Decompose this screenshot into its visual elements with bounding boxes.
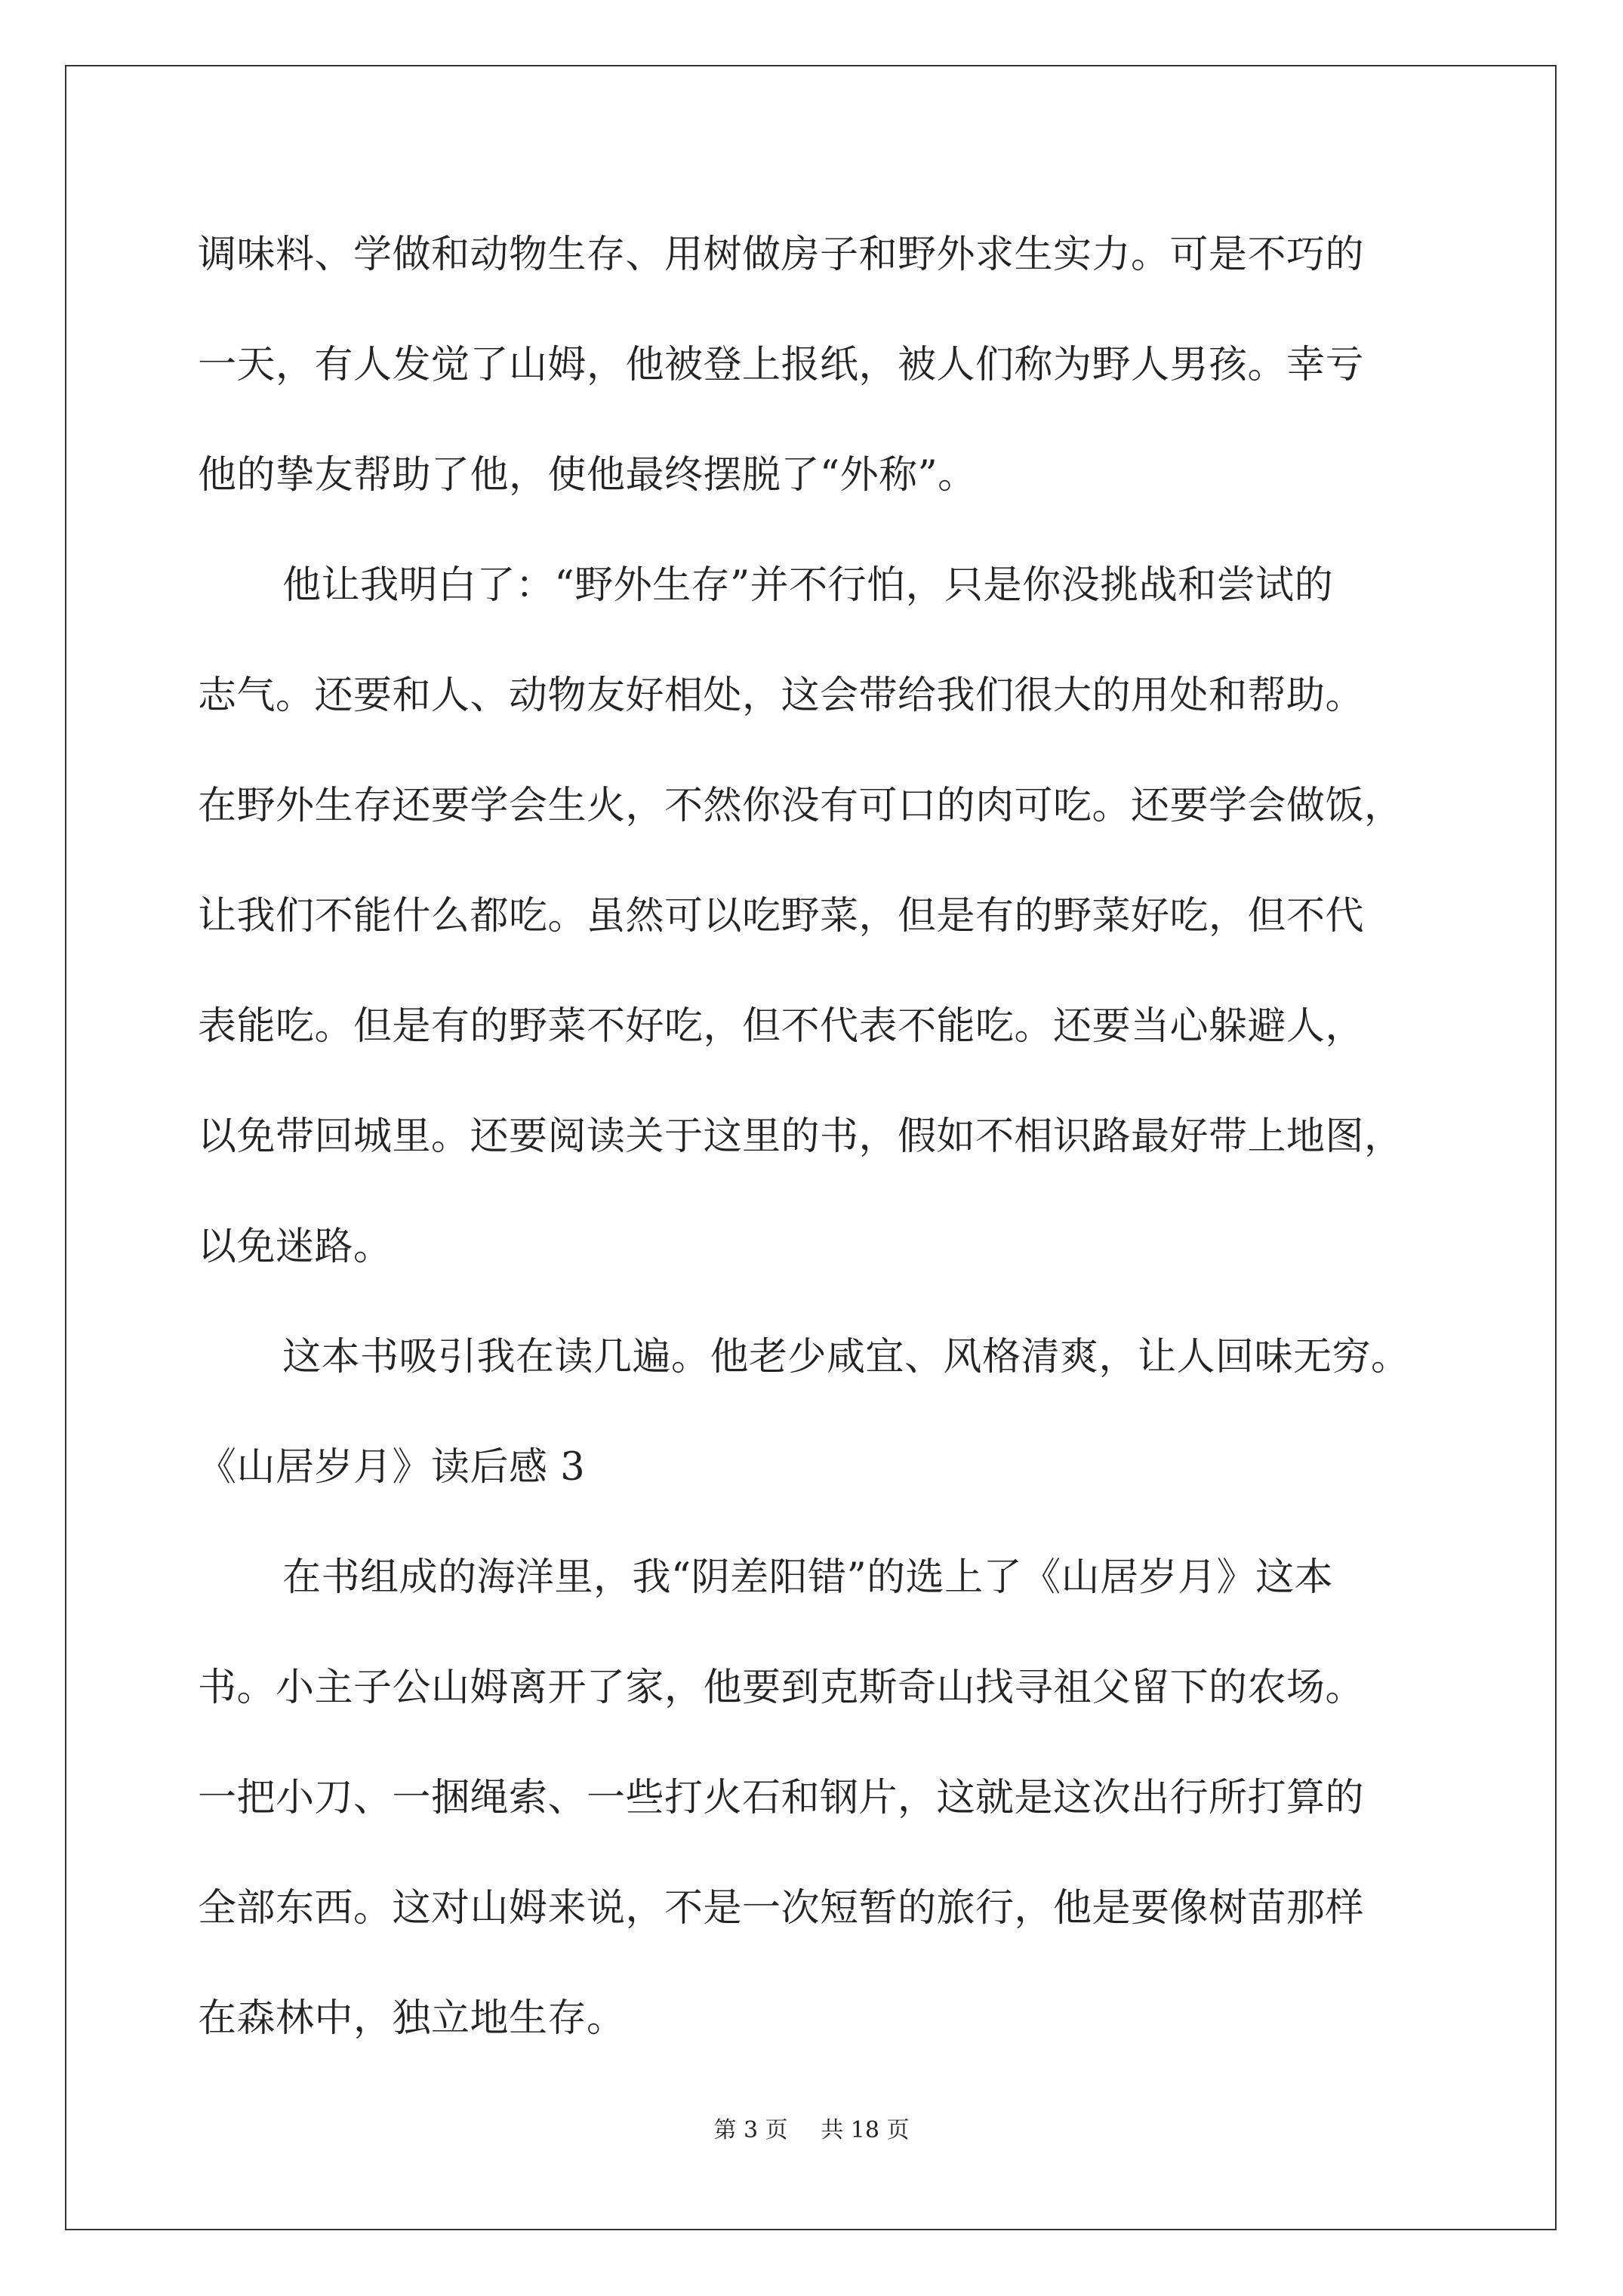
text-line: 他的挚友帮助了他，使他最终摆脱了“外称”。	[198, 453, 977, 498]
paragraph-first-line: 这本书吸引我在读几遍。他老少咸宜、风格清爽，让人回味无穷。	[282, 1335, 1410, 1379]
text-line: 书。小主子公山姆离开了家，他要到克斯奇山找寻祖父留下的农场。	[198, 1666, 1365, 1710]
text-line: 在野外生存还要学会生火，不然你没有可口的肉可吃。还要学会做饭，	[198, 784, 1403, 828]
text-line: 在森林中，独立地生存。	[198, 1996, 626, 2041]
text-line: 全部东西。这对山姆来说，不是一次短暂的旅行，他是要像树苗那样	[198, 1886, 1365, 1931]
text-line: 调味料、学做和动物生存、用树做房子和野外求生实力。可是不巧的	[198, 233, 1365, 277]
text-line: 志气。还要和人、动物友好相处，这会带给我们很大的用处和帮助。	[198, 673, 1365, 718]
text-line: 一把小刀、一捆绳索、一些打火石和钢片，这就是这次出行所打算的	[198, 1776, 1365, 1820]
section-heading: 《山居岁月》读后感 3	[198, 1445, 586, 1490]
document-body	[198, 200, 1451, 2074]
text-line: 一天，有人发觉了山姆，他被登上报纸，被人们称为野人男孩。幸亏	[198, 343, 1365, 387]
text-line: 让我们不能什么都吃。虽然可以吃野菜，但是有的野菜好吃，但不代	[198, 894, 1365, 938]
page-number: 第 3 页	[713, 2117, 788, 2143]
text-line: 表能吃。但是有的野菜不好吃，但不代表不能吃。还要当心躲避人，	[198, 1004, 1365, 1049]
page-footer	[0, 2111, 1623, 2144]
text-line: 以免带回城里。还要阅读关于这里的书，假如不相识路最好带上地图，	[198, 1114, 1403, 1159]
text-line: 以免迷路。	[198, 1225, 393, 1269]
paragraph-first-line: 他让我明白了：“野外生存”并不行怕，只是你没挑战和尝试的	[282, 563, 1334, 608]
paragraph-first-line: 在书组成的海洋里，我“阴差阳错”的选上了《山居岁月》这本	[282, 1555, 1334, 1600]
total-pages: 共 18 页	[821, 2117, 910, 2143]
